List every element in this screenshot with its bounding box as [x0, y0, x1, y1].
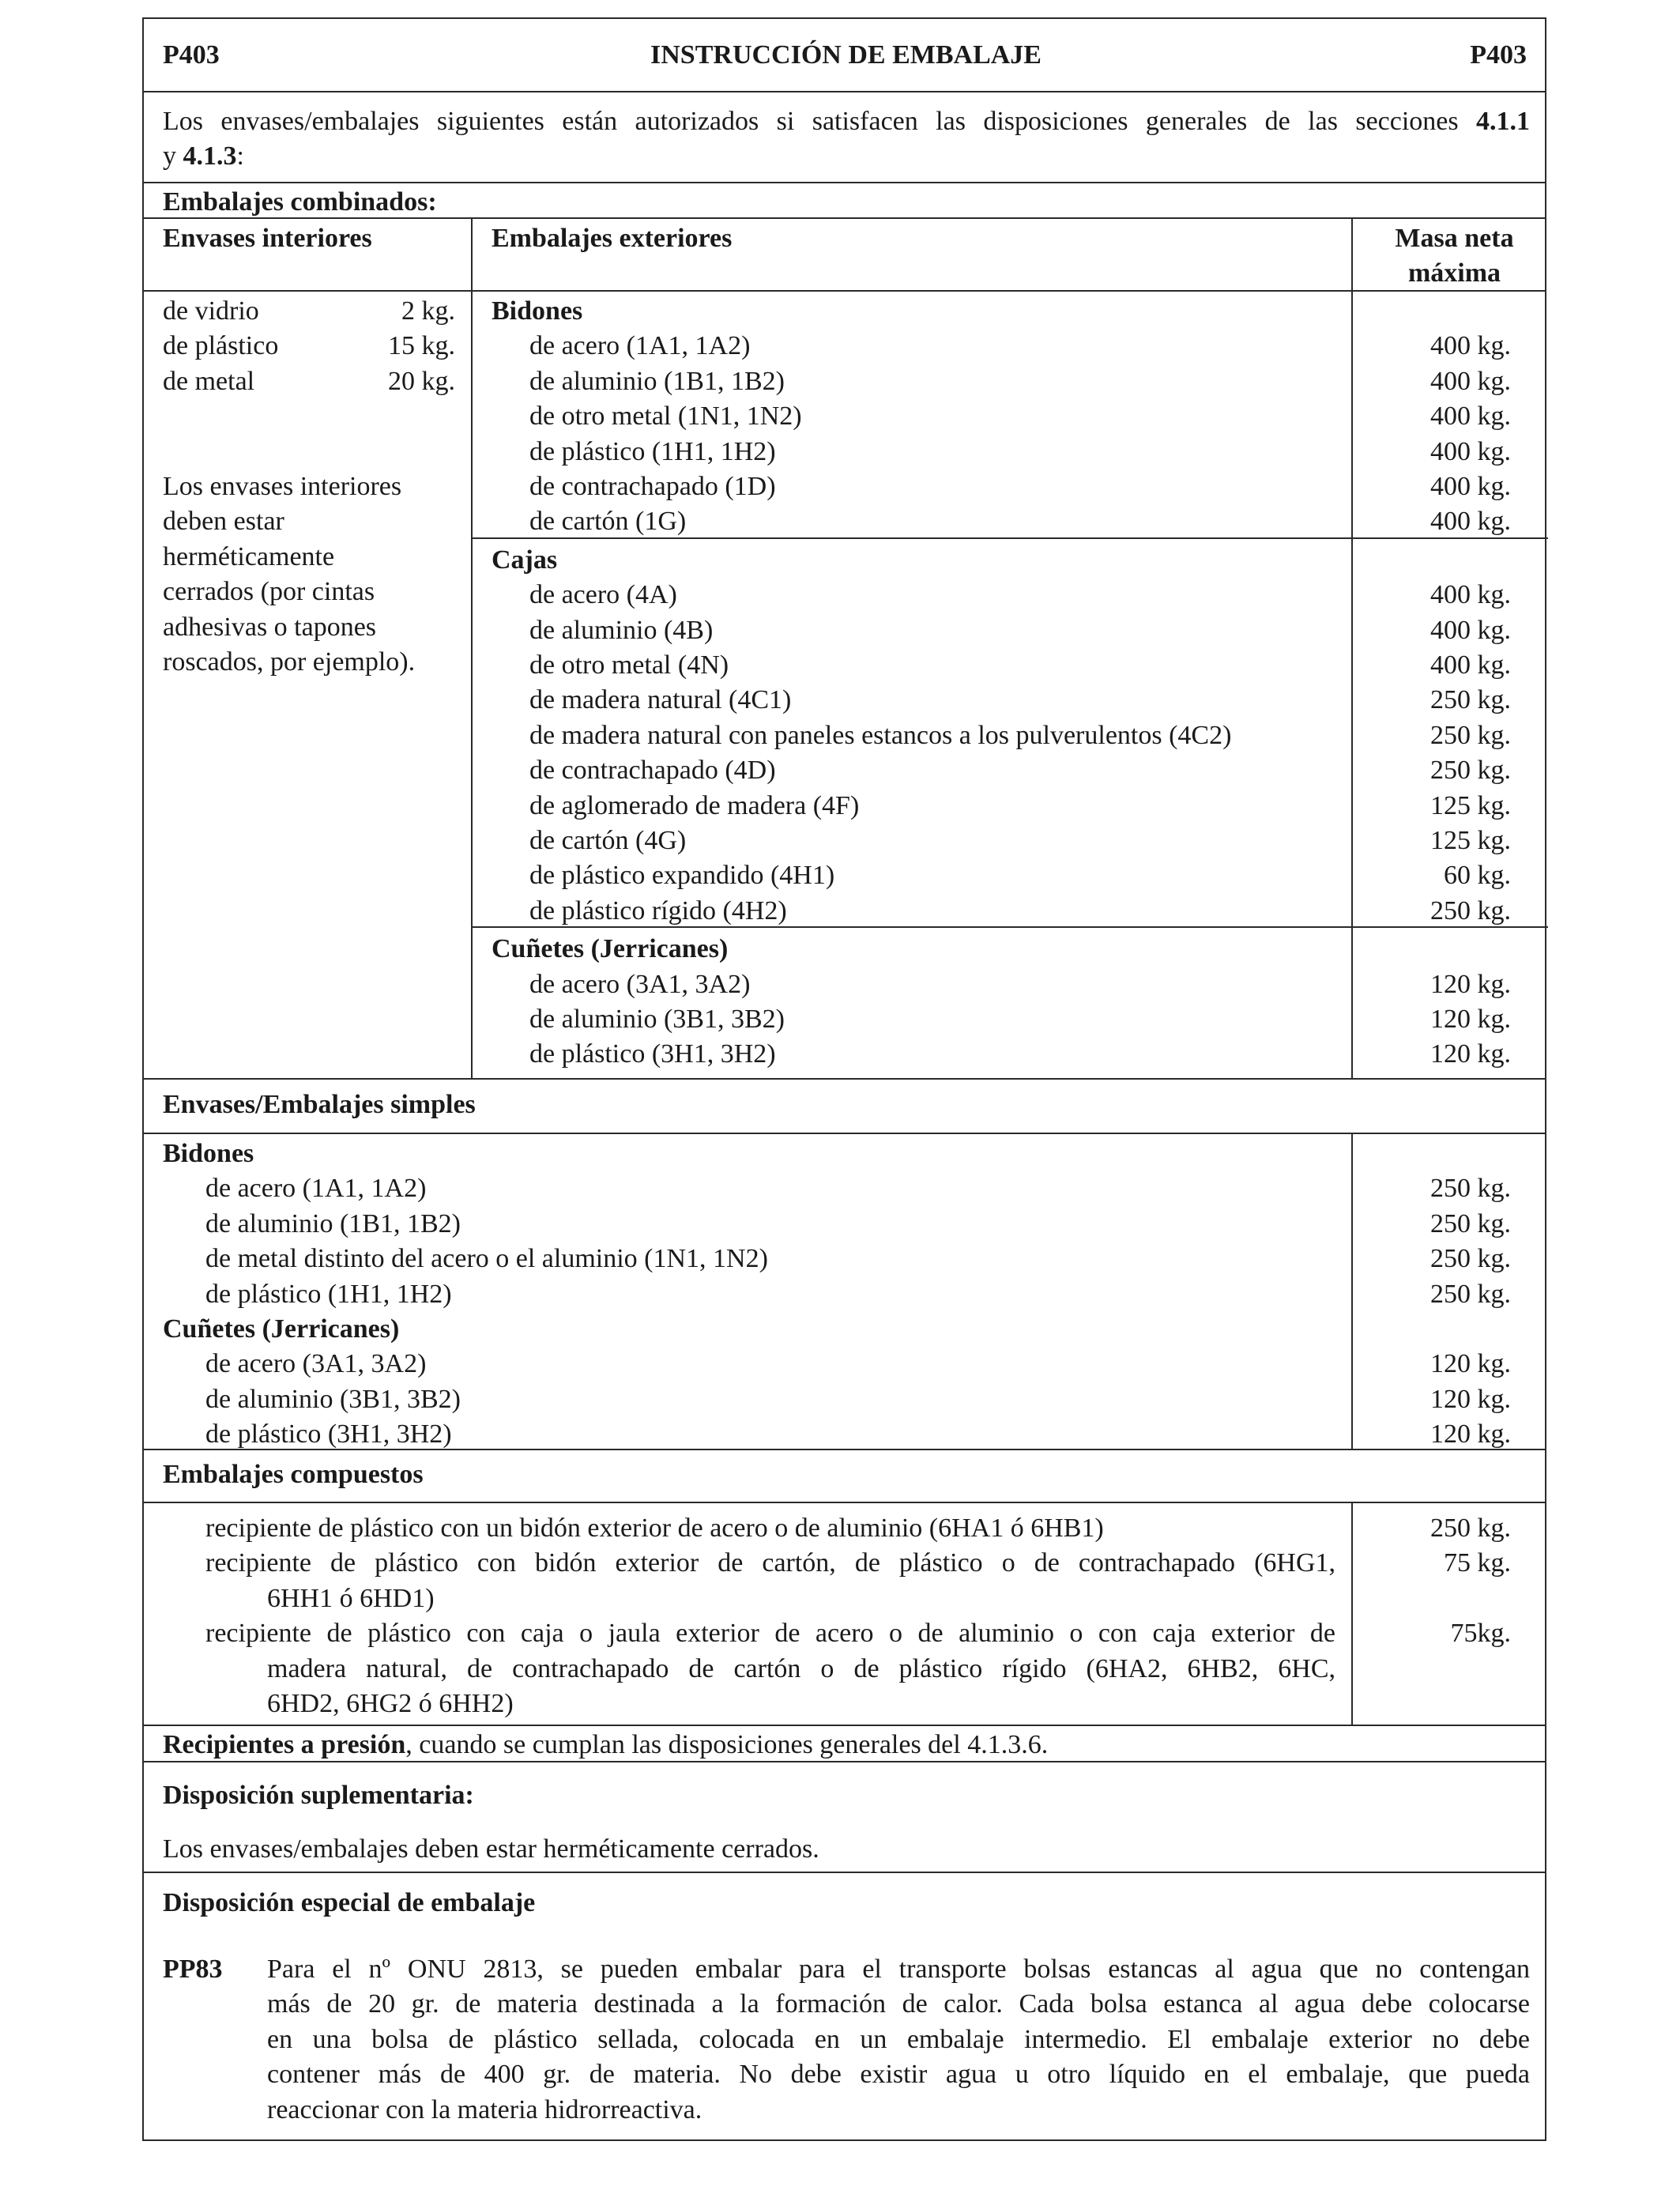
divider — [144, 1449, 1545, 1450]
outer-packaging-max-mass: 125 kg. — [1430, 790, 1511, 820]
composite-packaging-item: recipiente de plástico con caja o jaula exterior de acero o de aluminio o con caja exterior de — [205, 1619, 1335, 1649]
composite-packaging-max-mass: 75 kg. — [1444, 1548, 1511, 1578]
outer-packaging-item: de acero (4A) — [529, 580, 677, 610]
outer-packaging-max-mass: 400 kg. — [1430, 436, 1511, 466]
single-packaging-max-mass: 250 kg. — [1430, 1279, 1511, 1309]
outer-packaging-item: de madera natural con paneles estancos a los pulverulentos (4C2) — [529, 720, 1232, 750]
special-provision-line: Para el nº ONU 2813, se pueden embalar para el transporte bolsas estancas al agua que no contengan — [267, 1955, 1530, 1984]
outer-packaging-max-mass: 250 kg. — [1430, 685, 1511, 715]
outer-packaging-item: de plástico (1H1, 1H2) — [529, 436, 776, 466]
divider — [144, 182, 1545, 183]
column-rule — [1351, 1133, 1353, 1449]
col-mass-header-2: máxima — [1407, 258, 1501, 288]
divider — [471, 926, 1548, 928]
divider — [144, 217, 1545, 219]
composite-packaging-item: 6HH1 ó 6HD1) — [267, 1583, 435, 1613]
special-code: PP83 — [163, 1955, 223, 1984]
single-packaging-max-mass: 250 kg. — [1430, 1244, 1511, 1274]
intro-line-2: y 4.1.3: — [163, 141, 244, 171]
single-packaging-max-mass: 120 kg. — [1430, 1384, 1511, 1414]
divider — [144, 1133, 1545, 1134]
outer-packaging-max-mass: 250 kg. — [1430, 756, 1511, 786]
outer-packaging-item: de contrachapado (4D) — [529, 756, 776, 786]
composite-packaging-item: 6HD2, 6HG2 ó 6HH2) — [267, 1689, 514, 1718]
inner-packaging-note-line: herméticamente — [163, 541, 335, 571]
outer-packaging-group-title: Cajas — [492, 545, 558, 575]
column-rule — [471, 217, 473, 1078]
outer-packaging-item: de acero (1A1, 1A2) — [529, 331, 751, 361]
divider — [144, 1761, 1545, 1762]
outer-packaging-max-mass: 400 kg. — [1430, 650, 1511, 680]
composite-packaging-item: madera natural, de contrachapado de cartón o de plástico rígido (6HA2, 6HB2, 6HC, — [267, 1653, 1335, 1683]
outer-packaging-item: de otro metal (4N) — [529, 650, 729, 680]
outer-packaging-group-title: Cuñetes (Jerricanes) — [492, 934, 729, 964]
outer-packaging-max-mass: 400 kg. — [1430, 331, 1511, 361]
divider — [144, 1078, 1545, 1080]
inner-packaging-note-line: roscados, por ejemplo). — [163, 647, 416, 677]
single-packaging-item: de acero (3A1, 3A2) — [205, 1349, 427, 1379]
header-code-right: P403 — [1470, 40, 1527, 70]
outer-packaging-max-mass: 120 kg. — [1430, 1005, 1511, 1034]
single-packaging-item: de plástico (1H1, 1H2) — [205, 1279, 452, 1309]
inner-packaging-material: de metal — [163, 366, 255, 396]
outer-packaging-item: de cartón (1G) — [529, 507, 687, 537]
outer-packaging-item: de aglomerado de madera (4F) — [529, 790, 860, 820]
inner-packaging-note-line: cerrados (por cintas — [163, 577, 375, 607]
single-packaging-item: de acero (1A1, 1A2) — [205, 1174, 427, 1204]
outer-packaging-item: de aluminio (1B1, 1B2) — [529, 366, 785, 396]
column-rule — [1351, 1502, 1353, 1725]
single-packaging-max-mass: 250 kg. — [1430, 1208, 1511, 1238]
single-packaging-group-title: Cuñetes (Jerricanes) — [163, 1314, 400, 1344]
outer-packaging-group-title: Bidones — [492, 296, 583, 326]
outer-packaging-item: de plástico expandido (4H1) — [529, 861, 835, 891]
divider — [144, 91, 1545, 92]
col-outer-header: Embalajes exteriores — [492, 224, 733, 253]
packing-instruction-table — [142, 17, 1546, 2141]
outer-packaging-item: de cartón (4G) — [529, 826, 687, 855]
outer-packaging-max-mass: 400 kg. — [1430, 615, 1511, 645]
outer-packaging-item: de plástico rígido (4H2) — [529, 895, 787, 925]
outer-packaging-max-mass: 400 kg. — [1430, 472, 1511, 501]
single-packaging-group-title: Bidones — [163, 1139, 254, 1168]
inner-packaging-note-line: Los envases interiores — [163, 472, 402, 501]
composite-title: Embalajes compuestos — [163, 1460, 424, 1489]
outer-packaging-max-mass: 250 kg. — [1430, 720, 1511, 750]
outer-packaging-item: de contrachapado (1D) — [529, 472, 776, 501]
single-packaging-item: de aluminio (3B1, 3B2) — [205, 1384, 461, 1414]
single-packaging-item: de plástico (3H1, 3H2) — [205, 1419, 452, 1449]
col-mass-header-1: Masa neta — [1395, 224, 1514, 253]
outer-packaging-max-mass: 400 kg. — [1430, 580, 1511, 610]
composite-packaging-max-mass: 75kg. — [1450, 1619, 1511, 1649]
divider — [144, 1872, 1545, 1873]
header-title: INSTRUCCIÓN DE EMBALAJE — [650, 40, 1042, 70]
intro-line-1: Los envases/embalajes siguientes están autorizados si satisfacen las disposiciones generales de las secciones 4.1.1 — [163, 107, 1530, 136]
inner-packaging-material: de vidrio — [163, 296, 259, 326]
column-rule — [1351, 217, 1353, 1078]
outer-packaging-item: de otro metal (1N1, 1N2) — [529, 401, 802, 432]
single-packaging-max-mass: 120 kg. — [1430, 1349, 1511, 1379]
outer-packaging-max-mass: 250 kg. — [1430, 895, 1511, 925]
combined-title: Embalajes combinados: — [163, 187, 437, 217]
divider — [471, 537, 1548, 539]
inner-packaging-max-mass: 15 kg. — [388, 331, 455, 361]
single-packaging-max-mass: 120 kg. — [1430, 1419, 1511, 1449]
inner-packaging-material: de plástico — [163, 331, 279, 361]
single-packaging-max-mass: 250 kg. — [1430, 1174, 1511, 1204]
outer-packaging-max-mass: 120 kg. — [1430, 969, 1511, 999]
outer-packaging-item: de plástico (3H1, 3H2) — [529, 1039, 776, 1069]
outer-packaging-max-mass: 120 kg. — [1430, 1039, 1511, 1069]
header-code-left: P403 — [163, 40, 220, 70]
inner-packaging-max-mass: 20 kg. — [388, 366, 455, 396]
inner-packaging-max-mass: 2 kg. — [401, 296, 455, 326]
composite-packaging-item: recipiente de plástico con bidón exterior de cartón, de plástico o de contrachapado (6HG1, — [205, 1548, 1335, 1578]
supplementary-title: Disposición suplementaria: — [163, 1781, 474, 1810]
special-provision-line: reaccionar con la materia hidrorreactiva. — [267, 2094, 703, 2124]
col-inner-header: Envases interiores — [163, 224, 372, 253]
composite-packaging-max-mass: 250 kg. — [1430, 1514, 1511, 1543]
outer-packaging-item: de madera natural (4C1) — [529, 685, 792, 715]
single-title: Envases/Embalajes simples — [163, 1090, 476, 1119]
inner-packaging-note-line: adhesivas o tapones — [163, 612, 377, 642]
outer-packaging-max-mass: 400 kg. — [1430, 401, 1511, 432]
composite-packaging-item: recipiente de plástico con un bidón exterior de acero o de aluminio (6HA1 ó 6HB1) — [205, 1514, 1104, 1543]
supplementary-text: Los envases/embalajes deben estar herméticamente cerrados. — [163, 1834, 819, 1864]
outer-packaging-item: de aluminio (4B) — [529, 615, 714, 645]
outer-packaging-item: de acero (3A1, 3A2) — [529, 969, 751, 999]
outer-packaging-max-mass: 400 kg. — [1430, 507, 1511, 537]
divider — [144, 1502, 1545, 1503]
special-provision-line: contener más de 400 gr. de materia. No debe existir agua u otro líquido en el embalaje, que pueda — [267, 2060, 1530, 2090]
pressure-receptacles: Recipientes a presión, cuando se cumplan las disposiciones generales del 4.1.3.6. — [163, 1730, 1049, 1759]
outer-packaging-max-mass: 125 kg. — [1430, 826, 1511, 855]
special-provision-line: en una bolsa de plástico sellada, colocada en un embalaje intermedio. El embalaje exterior no debe — [267, 2024, 1530, 2054]
special-title: Disposición especial de embalaje — [163, 1888, 536, 1917]
divider — [144, 1725, 1545, 1726]
divider — [144, 290, 1545, 292]
inner-packaging-note-line: deben estar — [163, 507, 284, 537]
single-packaging-item: de aluminio (1B1, 1B2) — [205, 1208, 461, 1238]
outer-packaging-item: de aluminio (3B1, 3B2) — [529, 1005, 785, 1034]
outer-packaging-max-mass: 60 kg. — [1444, 861, 1511, 891]
special-provision-line: más de 20 gr. de materia destinada a la formación de calor. Cada bolsa estanca al agua debe colocarse — [267, 1989, 1530, 2019]
single-packaging-item: de metal distinto del acero o el aluminio (1N1, 1N2) — [205, 1244, 768, 1274]
outer-packaging-max-mass: 400 kg. — [1430, 366, 1511, 396]
